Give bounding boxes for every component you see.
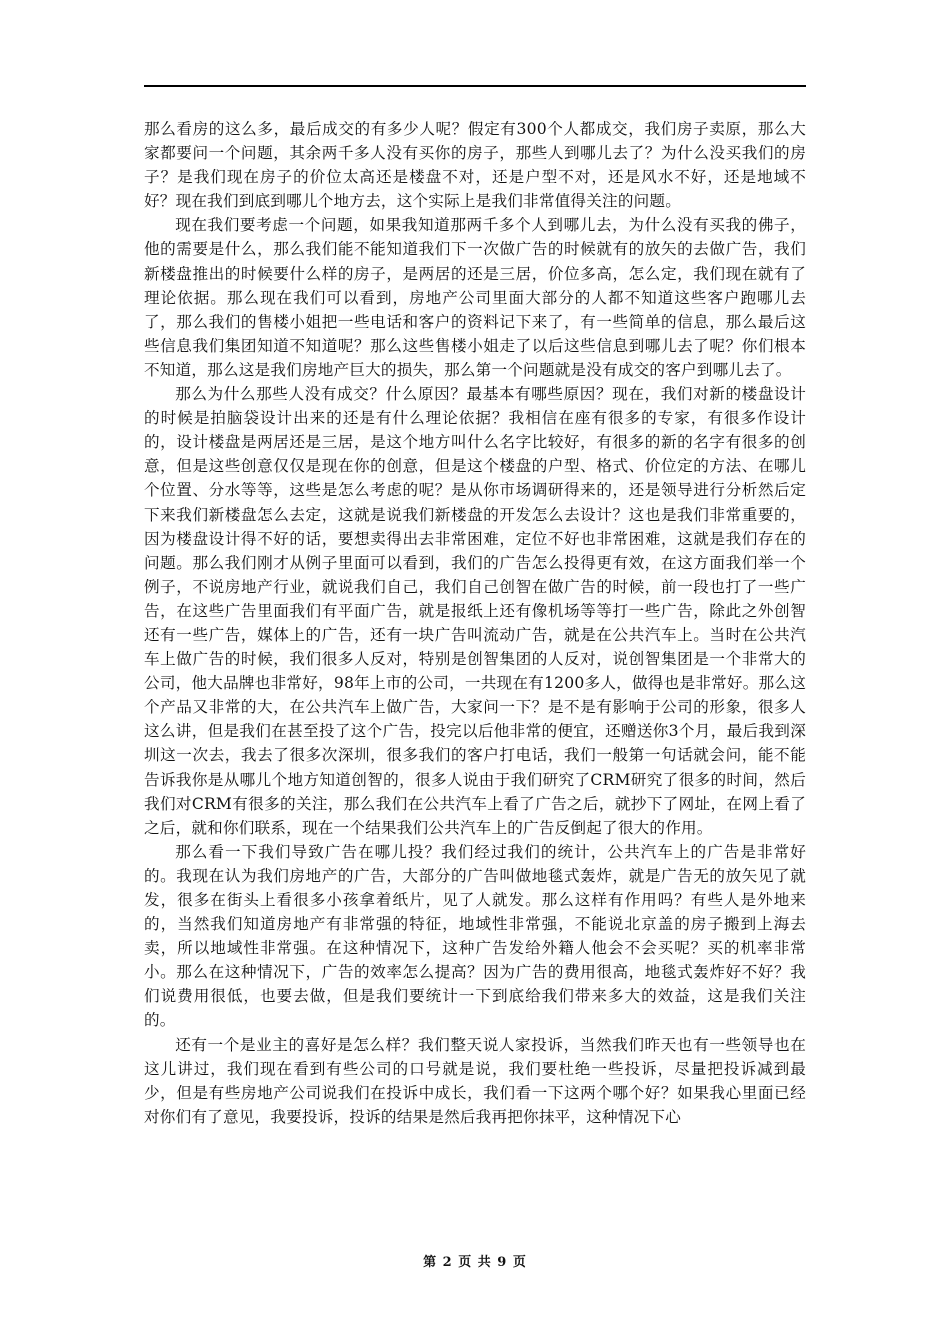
paragraph-3: 那么为什么那些人没有成交？什么原因？最基本有哪些原因？现在，我们对新的楼盘设计的时候是拍脑袋设计出来的还是有什么理论依据？我相信在座有很多的专家，有很多作设计的，设计楼盘是两居还是三居，是这个地方叫什么名字比较好，有很多的新的名字有很多的创意，但是这些创意仅仅是现在你的创意，但是这个楼盘的户型、格式、价位定的方法、在哪儿个位置、分水等等，这些是怎么考虑的呢？是从你市场调研得来的，还是领导进行分析然后定下来我们新楼盘怎么去定，这就是说我们新楼盘的开发怎么去设计？这也是我们非常重要的，因为楼盘设计得不好的话，要想卖得出去非常困难，定位不好也非常困难，这就是我们存在的问题。那么我们刚才从例子里面可以看到，我们的广告怎么投得更有效，在这方面我们举一个例子，不说房地产行业，就说我们自己，我们自己创智在做广告的时候，前一段也打了一些广告，在这些广告里面我们有平面广告，就是报纸上还有像机场等等打一些广告，除此之外创智还有一些广告，媒体上的广告，还有一块广告叫流动广告，就是在公共汽车上。当时在公共汽车上做广告的时候，我们很多人反对，特别是创智集团的人反对，说创智集团是一个非常大的公司，他大品牌也非常好，98年上市的公司，一共现在有1200多人，做得也是非常好。那么这个产品又非常的大，在公共汽车上做广告，大家问一下？是不是有影响于公司的形象，很多人这么讲，但是我们在甚至投了这个广告，投完以后他非常的便宜，还赠送你3个月，最后我到深圳这一次去，我去了很多次深圳，很多我们的客户打电话，我们一般第一句话就会问，能不能告诉我你是从哪儿个地方知道创智的，很多人说由于我们研究了CRM研究了很多的时间，然后我们对CRM有很多的关注，那么我们在公共汽车上看了广告之后，就抄下了网址，在网上看了之后，就和你们联系，现在一个结果我们公共汽车上的广告反倒起了很大的作用。 — [144, 385, 806, 837]
paragraph-1: 那么看房的这么多，最后成交的有多少人呢？假定有300个人都成交，我们房子卖原，那么大家都要问一个问题，其余两千多人没有买你的房子，那些人到哪儿去了？为什么没买我们的房子？是我们现在房子的价位太高还是楼盘不对，还是户型不对，还是风水不好，还是地域不好？现在我们到底到哪儿个地方去，这个实际上是我们非常值得关注的问题。 — [144, 120, 806, 211]
document-body — [144, 117, 806, 1129]
header-rule — [144, 85, 806, 87]
paragraph-5: 还有一个是业主的喜好是怎么样？我们整天说人家投诉，当然我们昨天也有一些领导也在这儿讲过，我们现在看到有些公司的口号就是说，我们要杜绝一些投诉，尽量把投诉减到最少，但是有些房地产公司说我们在投诉中成长，我们看一下这两个哪个好？如果我心里面已经对你们有了意见，我要投诉，投诉的结果是然后我再把你抹平，这种情况下心 — [144, 1035, 806, 1126]
paragraph-4: 那么看一下我们导致广告在哪儿投？我们经过我们的统计，公共汽车上的广告是非常好的。我现在认为我们房地产的广告，大部分的广告叫做地毯式轰炸，就是广告无的放矢见了就发，很多在街头上看很多小孩拿着纸片，见了人就发。那么这样有作用吗？有些人是外地来的，当然我们知道房地产有非常强的特征，地域性非常强，不能说北京盖的房子搬到上海去卖，所以地域性非常强。在这种情况下，这种广告发给外籍人他会不会买呢？买的机率非常小。那么在这种情况下，广告的效率怎么提高？因为广告的费用很高，地毯式轰炸好不好？我们说费用很低，也要去做，但是我们要统计一下到底给我们带来多大的效益，这是我们关注的。 — [144, 842, 806, 1030]
page-number-footer: 第 2 页 共 9 页 — [423, 1255, 527, 1270]
paragraph-2: 现在我们要考虑一个问题，如果我知道那两千多个人到哪儿去，为什么没有买我的佛子，他的需要是什么，那么我们能不能知道我们下一次做广告的时候就有的放矢的去做广告，我们新楼盘推出的时候要什么样的房子，是两居的还是三居，价位多高，怎么定，我们现在就有了理论依据。那么现在我们可以看到，房地产公司里面大部分的人都不知道这些客户跑哪儿去了，那么我们的售楼小姐把一些电话和客户的资料记下来了，有一些简单的信息，那么最后这些信息我们集团知道不知道呢？那么这些售楼小姐走了以后这些信息到哪儿去了呢？你们根本不知道，那么这是我们房地产巨大的损失，那么第一个问题就是没有成交的客户到哪儿去了。 — [144, 216, 806, 379]
